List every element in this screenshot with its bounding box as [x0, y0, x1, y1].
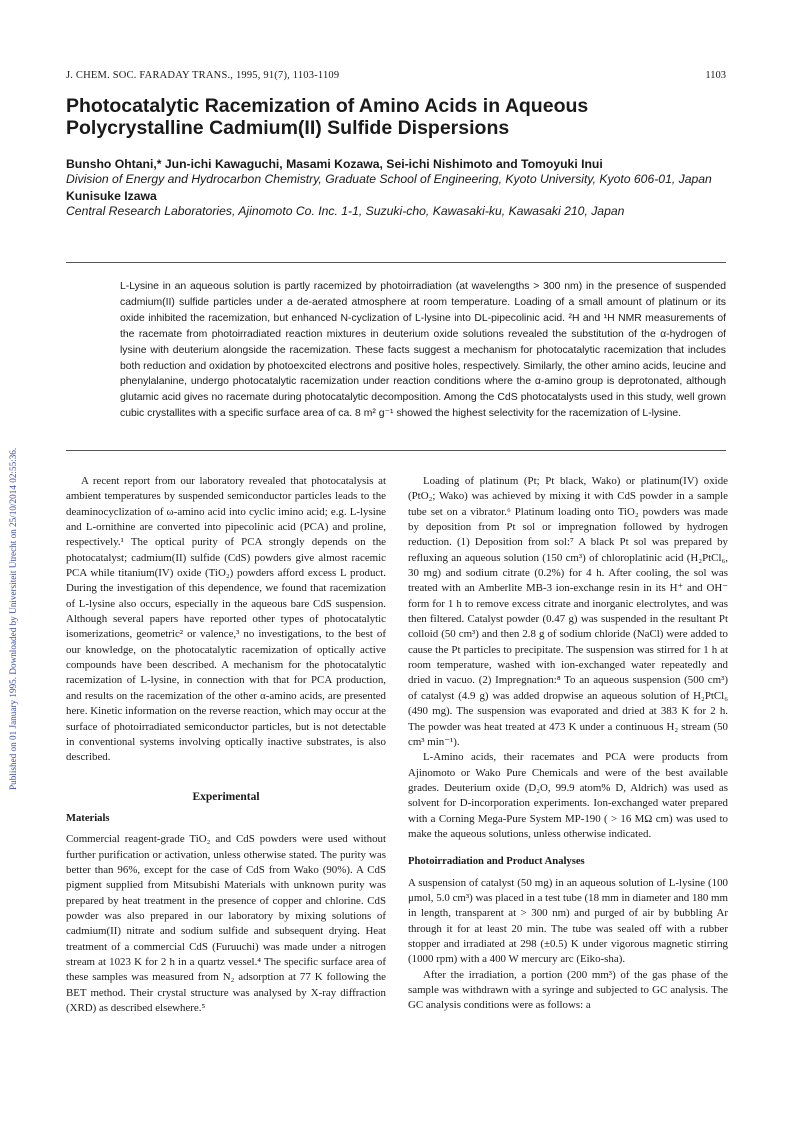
journal-header: J. CHEM. SOC. FARADAY TRANS., 1995, 91(7), 1103-1109	[66, 70, 340, 81]
author-names-1: Bunsho Ohtani,* Jun-ichi Kawaguchi, Masami Kozawa, Sei-ichi Nishimoto and Tomoyuki Inui	[66, 157, 603, 171]
photoirradiation-paragraph: A suspension of catalyst (50 mg) in an aqueous solution of L-lysine (100 μmol, 5.0 cm³) was placed in a test tube (18 mm in diameter and 180 mm in length, transparent at > 300 nm) and purged of air by bubbling Ar through it for at least 20 min. The tube was sealed off with a rubber stopper and irradiated at 298 (±0.5) K under vigorous magnetic stirring (1000 rpm) with a 400 W mercury arc (Eiko-sha).	[408, 876, 728, 966]
affiliation-2: Central Research Laboratories, Ajinomoto Co. Inc. 1-1, Suzuki-cho, Kawasaki-ku, Kawasaki 210, Japan	[66, 204, 625, 219]
title-line-2: Polycrystalline Cadmium(II) Sulfide Dispersions	[66, 117, 510, 139]
materials-paragraph: Commercial reagent-grade TiO₂ and CdS powders were used without further purification or activation, unless otherwise stated. The purity was better than 96%, except for the case of CdS from Wako (90%). A CdS pigment supplied from Mitsubishi Materials with unknown purity was prepared by heat treatment in the presence of copper and chlorine. CdS powder was also prepared in our laboratory by mixing solutions of cadmium(II) nitrate and sodium sulfide and subsequent drying. Heat treatment of a commercial CdS (Furuuchi) was made under a nitrogen stream at 1023 K for 2 h in a quartz vessel.⁴ The specific surface area of these samples was measured from N₂ adsorption at 77 K following the BET method. Their crystal structure was analysed by X-ray diffraction (XRD) as described elsewhere.⁵	[66, 833, 386, 1014]
affiliation-1: Division of Energy and Hydrocarbon Chemistry, Graduate School of Engineering, Kyoto University, Kyoto 606-01, Japan	[66, 172, 712, 187]
abstract-divider	[66, 450, 726, 451]
gc-analysis-paragraph: After the irradiation, a portion (200 mm³) of the gas phase of the sample was withdrawn with a syringe and subjected to GC analysis. The GC analysis conditions were as follows: a	[408, 968, 728, 1012]
top-divider	[66, 262, 726, 263]
author-block	[66, 157, 736, 220]
platinum-loading-paragraph: Loading of platinum (Pt; Pt black, Wako) or platinum(IV) oxide (PtO₂; Wako) was achieved by mixing it with CdS powder in a sample tube set on a vibrator.⁶ Platinum loading onto TiO₂ powders was made by deposition from Pt sol or impregnation followed by hydrogen reduction. (1) Deposition from sol:⁷ A black Pt sol was prepared by refluxing an aqueous solution (150 cm³) of chloroplatinic acid (H₂PtCl₆, 30 mg) and sodium citrate (0.2%) for 4 h. After cooling, the sol was treated with an Amberlite MB-3 ion-exchange resin in its H⁺ and OH⁻ form for 1 h to remove excess citrate and inorganic electrolytes, and was then filtered. Catalyst powder (0.47 g) was suspended in the resultant Pt colloid (50 cm³) and then 2.8 g of sodium chloride (NaCl) were added to cause the Pt particles to precipitate. The suspension was stirred for 1 h at room temperature, washed with ion-exchanged water repeatedly and dried in vacuo. (2) Impregnation:⁸ To an aqueous suspension (500 cm³) of catalyst (4.9 g) was added dropwise an aqueous solution of H₂PtCl₆ (490 mg). The suspension was evaporated and dried at 383 K for 2 h. The powder was heat treated at 473 K under a continuous H₂ stream (50 cm³ min⁻¹).	[408, 475, 728, 748]
abstract: L-Lysine in an aqueous solution is partly racemized by photoirradiation (at wavelengths > 300 nm) in the presence of suspended cadmium(II) sulfide particles under a de-aerated atmosphere at room temperature. Loading of a small amount of platinum or its oxide inhibited the racemization, but enhanced N-cyclization of L-lysine into DL-pipecolinic acid. ²H and ¹H NMR measurements of the racemate from photoirradiated reaction mixtures in deuterium oxide solutions revealed the substitution of the α-hydrogen of lysine with deuterium alongside the racemization. These facts suggest a mechanism for photocatalytic racemization that includes both reduction and oxidation by photoexcited electrons and positive holes, respectively. Similarly, the other amino acids, leucine and phenylalanine, undergo photocatalytic racemization under reaction conditions where the α-amino group is deprotonated, although glutamic acid gives no racemate during photocatalytic decomposition. Among the CdS photocatalysts used in this study, well grown cubic crystallites with a specific surface area of ca. 8 m² g⁻¹ showed the highest selectivity for the racemization of L-lysine.	[120, 281, 726, 420]
left-column	[66, 474, 386, 1016]
download-watermark	[8, 270, 22, 790]
article-title	[66, 95, 726, 139]
author-names-2: Kunisuke Izawa	[66, 188, 157, 203]
section-heading-experimental: Experimental	[192, 790, 260, 803]
amino-acids-paragraph: L-Amino acids, their racemates and PCA were products from Ajinomoto or Wako Pure Chemicals and were of the best available grades. Deuterium oxide (D₂O, 99.9 atom% D, Aldrich) was used as solvent for D-incorporation experiments. Ion-exchanged water prepared with a Corning Mega-Pure System MP-190 ( > 16 MΩ cm) was used to make the aqueous solutions, unless otherwise indicated.	[408, 751, 728, 840]
subsection-heading-materials: Materials	[66, 812, 110, 824]
right-column	[408, 474, 728, 1014]
intro-paragraph: A recent report from our laboratory revealed that photocatalysis at ambient temperatures by suspended semiconductor particles leads to the deaminocyclization of ω-amino acid into cyclic imino acid; e.g. L-lysine and L-ornithine are converted into pipecolinic acid (PCA) and proline, respectively.¹ The optical purity of PCA strongly depends on the photocatalyst; cadmium(II) sulfide (CdS) powders give almost racemic PCA while titanium(IV) oxide (TiO₂) powders afford excess L product. During the investigation of this dependence, we found that racemization of L-lysine also occurs, especially in the aqueous bare CdS suspension. Although several papers have reported other types of photocatalytic isomerizations, geometric² or valence,³ no investigations, to the best of our knowledge, on the photocatalytic racemization of optically active compounds have been described. A mechanism for the photocatalytic racemization of L-lysine, in connection with that for PCA production, and results on the racemization of the other α-amino acids, are presented here. Kinetic information on the reverse reaction, which may occur at the surface of photoirradiated semiconductor particles, but is not detectable in conventional systems involving optically inactive substrates, is also described.	[66, 475, 386, 764]
subsection-heading-photoirradiation: Photoirradiation and Product Analyses	[408, 856, 585, 868]
page-number: 1103	[705, 70, 726, 81]
title-line-1: Photocatalytic Racemization of Amino Acids in Aqueous	[66, 95, 589, 117]
download-watermark-text: Published on 01 January 1995. Downloaded by Universiteit Utrecht on 25/10/2014 02:55:36.	[8, 447, 18, 790]
